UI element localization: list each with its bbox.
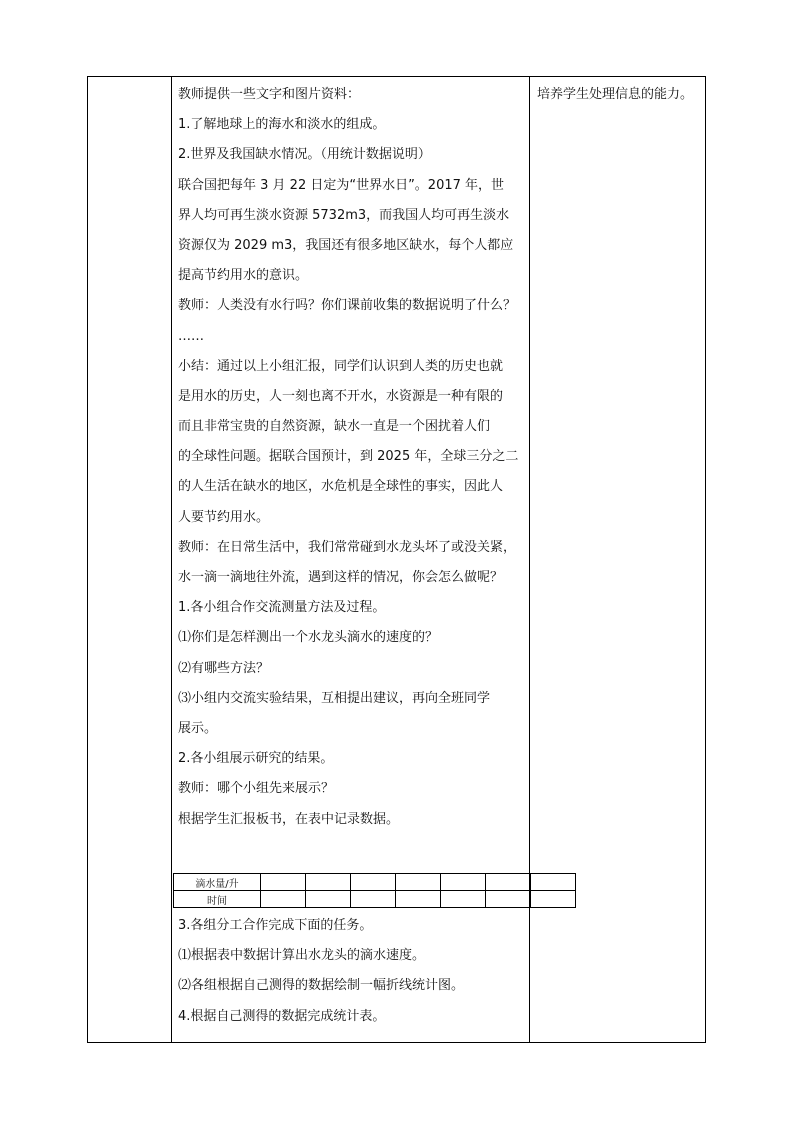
- table-cell: [396, 891, 441, 908]
- text-line: 4.根据自己测得的数据完成统计表。: [178, 1008, 386, 1024]
- text-line: ⑶小组内交流实验结果，互相提出建议，再向全班同学: [178, 690, 491, 706]
- table-cell: [441, 874, 486, 891]
- text-line: 界人均可再生淡水资源 5732m3，而我国人均可再生淡水: [178, 207, 510, 223]
- design-purpose-text: 培养学生处理信息的能力。: [537, 87, 694, 102]
- text-line: 是用水的历史，人一刻也离不开水，水资源是一种有限的: [178, 388, 504, 404]
- tasks-section: [178, 911, 528, 1032]
- table-cell: [306, 891, 351, 908]
- drip-data-table: [173, 873, 576, 908]
- text-line: 提高节约用水的意识。: [178, 268, 309, 284]
- text-line: 联合国把每年 3 月 22 日定为“世界水日”。2017 年，世: [178, 177, 505, 193]
- table-cell: [261, 874, 306, 891]
- text-line: 根据学生汇报板书，在表中记录数据。: [178, 811, 400, 827]
- table-cell: [441, 891, 486, 908]
- text-line: 教师：哪个小组先来展示？: [178, 781, 335, 797]
- table-cell: [306, 874, 351, 891]
- text-line: 1.了解地球上的海水和淡水的组成。: [178, 117, 386, 133]
- table-cell: [486, 891, 531, 908]
- table-cell: [531, 891, 576, 908]
- table-cell: [531, 874, 576, 891]
- table-cell: [351, 874, 396, 891]
- text-line: 的人生活在缺水的地区，水危机是全球性的事实，因此人: [178, 479, 504, 495]
- table-cell: [396, 874, 441, 891]
- text-line: 水一滴一滴地往外流，遇到这样的情况，你会怎么做呢？: [178, 570, 504, 585]
- text-line: 而且非常宝贵的自然资源，缺水一直是一个困扰着人们: [178, 419, 491, 435]
- text-line: 展示。: [178, 720, 218, 736]
- drip-volume-row: [174, 874, 576, 891]
- drip-volume-label: 滴水量/升: [174, 874, 261, 891]
- text-line: ……: [178, 328, 204, 344]
- drip-time-label: 时间: [174, 891, 261, 908]
- column-divider-1: [171, 76, 172, 1043]
- text-line: 2.世界及我国缺水情况。（用统计数据说明）: [178, 147, 431, 163]
- text-line: 小结：通过以上小组汇报，同学们认识到人类的历史也就: [178, 358, 504, 374]
- text-line: 教师提供一些文字和图片资料：: [178, 87, 361, 102]
- teaching-content-column: [178, 80, 528, 835]
- text-line: ⑵各组根据自己测得的数据绘制一幅折线统计图。: [178, 978, 465, 994]
- text-line: ⑵有哪些方法？: [178, 660, 270, 676]
- table-cell: [351, 891, 396, 908]
- text-line: 的全球性问题。据联合国预计，到 2025 年，全球三分之二: [178, 449, 519, 465]
- text-line: 人要节约用水。: [178, 509, 270, 525]
- drip-time-row: [174, 891, 576, 908]
- text-line: ⑴你们是怎样测出一个水龙头滴水的速度的？: [178, 630, 439, 646]
- text-line: 1.各小组合作交流测量方法及过程。: [178, 600, 386, 616]
- text-line: 2.各小组展示研究的结果。: [178, 751, 334, 767]
- text-line: ⑴根据表中数据计算出水龙头的滴水速度。: [178, 948, 426, 964]
- text-line: 教师：在日常生活中，我们常常碰到水龙头坏了或没关紧，: [178, 539, 517, 555]
- table-cell: [261, 891, 306, 908]
- table-cell: [486, 874, 531, 891]
- text-line: 3.各组分工合作完成下面的任务。: [178, 918, 373, 933]
- text-line: 资源仅为 2029 m3，我国还有很多地区缺水，每个人都应: [178, 237, 514, 253]
- text-line: 教师：人类没有水行吗？你们课前收集的数据说明了什么？: [178, 298, 517, 314]
